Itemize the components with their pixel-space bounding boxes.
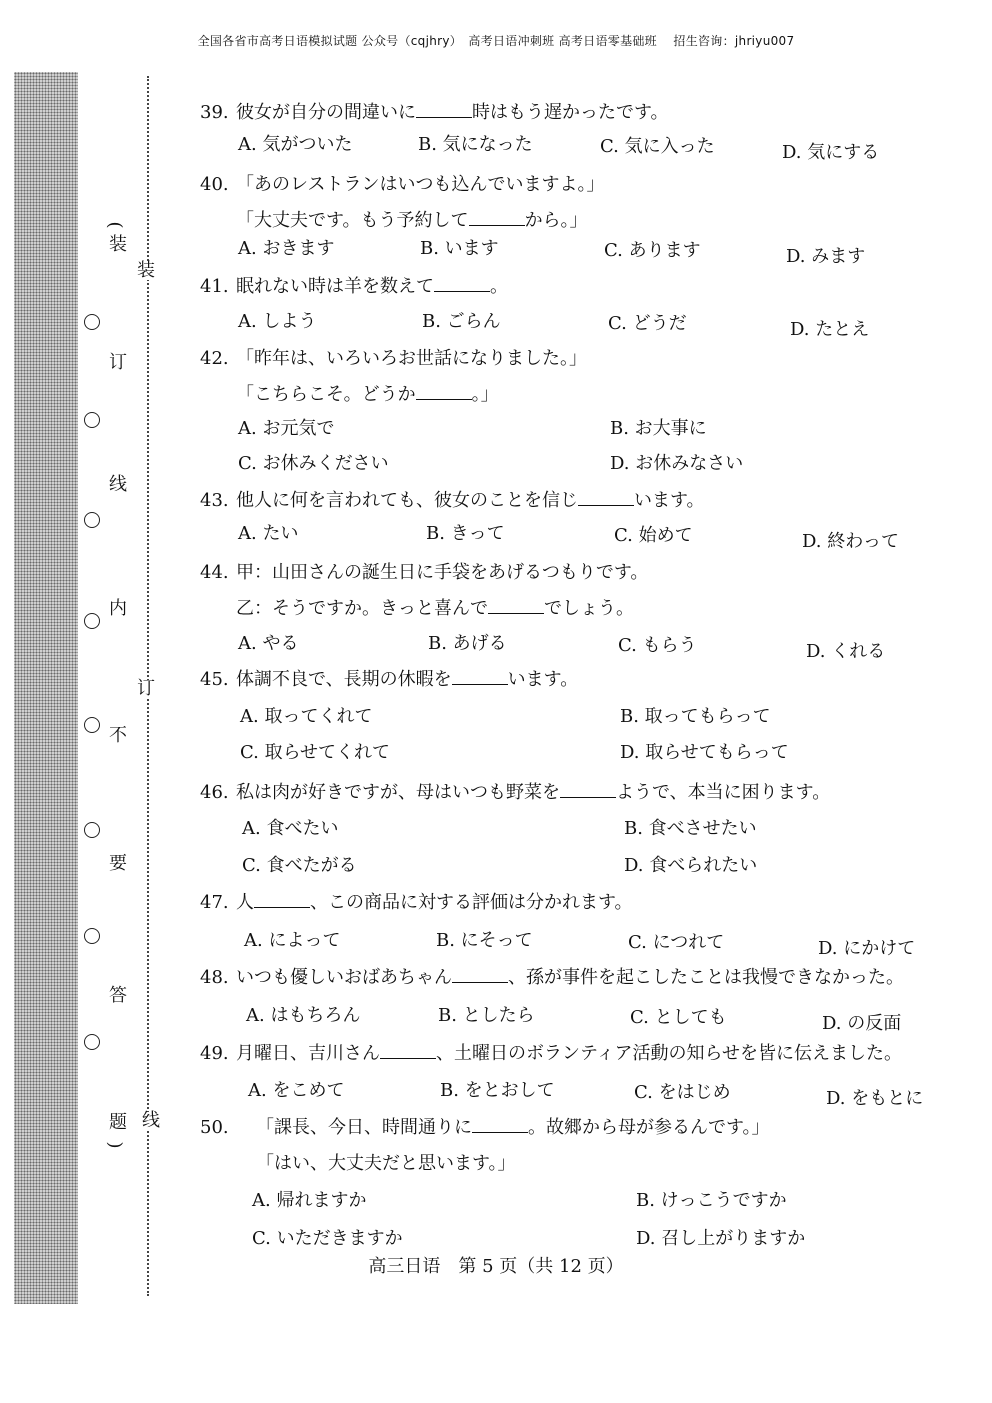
answer-blank[interactable] bbox=[560, 783, 616, 798]
question-text-part: 人 bbox=[236, 892, 254, 913]
question-text-part: でしょう。 bbox=[544, 598, 634, 619]
answer-option[interactable]: B. お大事に bbox=[610, 418, 707, 439]
answer-option[interactable]: C. どうだ bbox=[608, 313, 687, 334]
answer-option[interactable]: A. 気がついた bbox=[238, 134, 353, 155]
answer-blank[interactable] bbox=[472, 1118, 528, 1133]
answer-option[interactable]: D. をもとに bbox=[826, 1088, 924, 1109]
answer-option[interactable]: A. 食べたい bbox=[242, 818, 339, 839]
answer-blank[interactable] bbox=[416, 385, 472, 400]
answer-option[interactable]: B. をとおして bbox=[440, 1080, 555, 1101]
answer-option[interactable]: B. います bbox=[420, 238, 499, 259]
margin-char: 题 bbox=[109, 1112, 127, 1133]
question-text-part: 、土曜日のボランティア活動の知らせを皆に伝えました。 bbox=[436, 1043, 903, 1064]
margin-char: 内 bbox=[109, 598, 127, 619]
answer-blank[interactable] bbox=[380, 1044, 436, 1059]
question-number: 47. bbox=[200, 892, 229, 913]
question-text-part: 「こちらこそ。どうか bbox=[236, 384, 416, 405]
question-text bbox=[256, 1153, 516, 1175]
question-text bbox=[236, 276, 508, 298]
question-text-part: 眠れない時は羊を数えて bbox=[236, 276, 434, 297]
answer-blank[interactable] bbox=[254, 893, 310, 908]
question-text-part: 他人に何を言われても、彼女のことを信じ bbox=[236, 490, 578, 511]
answer-option[interactable]: C. あります bbox=[604, 240, 701, 261]
question-number: 42. bbox=[200, 348, 229, 369]
answer-option[interactable]: B. にそって bbox=[436, 930, 533, 951]
answer-option[interactable]: C. 食べたがる bbox=[242, 855, 357, 876]
question-text-part: 「昨年は、いろいろお世話になりました。」 bbox=[236, 348, 587, 369]
answer-option[interactable]: C. いただきますか bbox=[252, 1228, 403, 1249]
question-number: 39. bbox=[200, 102, 229, 123]
answer-blank[interactable] bbox=[578, 491, 634, 506]
answer-option[interactable]: B. としたら bbox=[438, 1005, 535, 1026]
question-text-part: 月曜日、吉川さん bbox=[236, 1043, 380, 1064]
margin-char: 装 bbox=[137, 260, 155, 281]
question-text-part: 「あのレストランはいつも込んでいますよ。」 bbox=[236, 174, 605, 195]
question-text bbox=[236, 562, 648, 584]
question-number: 49. bbox=[200, 1043, 229, 1064]
answer-option[interactable]: A. しよう bbox=[238, 311, 317, 332]
answer-option[interactable]: B. きって bbox=[426, 523, 505, 544]
answer-option[interactable]: B. 気になった bbox=[418, 134, 533, 155]
question-text bbox=[236, 1043, 902, 1065]
answer-option[interactable]: D. の反面 bbox=[822, 1013, 902, 1034]
question-text-part: 乙：そうですか。きっと喜んで bbox=[236, 598, 488, 619]
margin-char: 订 bbox=[137, 678, 155, 699]
answer-option[interactable]: A. 帰れますか bbox=[252, 1190, 367, 1211]
question-text bbox=[236, 102, 669, 124]
question-text bbox=[236, 782, 830, 804]
question-text-part: 甲：山田さんの誕生日に手袋をあげるつもりです。 bbox=[236, 562, 649, 583]
question-text-part: 。」 bbox=[471, 384, 499, 405]
answer-option[interactable]: B. 食べさせたい bbox=[624, 818, 757, 839]
answer-option[interactable]: A. お元気で bbox=[238, 418, 335, 439]
question-text bbox=[236, 490, 705, 512]
answer-blank[interactable] bbox=[488, 599, 544, 614]
answer-option[interactable]: D. みます bbox=[786, 246, 866, 267]
question-text-part: ようで、本当に困ります。 bbox=[616, 782, 831, 803]
question-number: 48. bbox=[200, 967, 229, 988]
question-text-part: 時はもう遅かったです。 bbox=[472, 102, 669, 123]
answer-option[interactable]: D. 食べられたい bbox=[624, 855, 758, 876]
answer-option[interactable]: A. はもちろん bbox=[246, 1005, 361, 1026]
question-text-part: 。故郷から母が参るんです。」 bbox=[528, 1117, 770, 1138]
question-text-part: 。 bbox=[490, 276, 508, 297]
question-text-part: 私は肉が好きですが、母はいつも野菜を bbox=[236, 782, 560, 803]
answer-option[interactable]: A. 取ってくれて bbox=[240, 706, 373, 727]
answer-option[interactable]: C. をはじめ bbox=[634, 1082, 731, 1103]
question-text bbox=[256, 1117, 770, 1139]
question-text-part: 、孫が事件を起こしたことは我慢できなかった。 bbox=[508, 967, 904, 988]
question-text-part: います。 bbox=[507, 669, 579, 690]
answer-blank[interactable] bbox=[452, 968, 508, 983]
question-number: 41. bbox=[200, 276, 229, 297]
answer-option[interactable]: A. をこめて bbox=[248, 1080, 345, 1101]
answer-option[interactable]: A. やる bbox=[238, 633, 299, 654]
margin-char: 不 bbox=[109, 725, 127, 746]
question-text-part: 、この商品に対する評価は分かれます。 bbox=[310, 892, 633, 913]
answer-option[interactable]: D. お休みなさい bbox=[610, 453, 744, 474]
answer-option[interactable]: C. お休みください bbox=[238, 453, 389, 474]
question-text bbox=[236, 174, 604, 196]
question-text-part: 「大丈夫です。もう予約して bbox=[236, 210, 469, 231]
answer-option[interactable]: B. 取ってもらって bbox=[620, 706, 771, 727]
page-footer: 高三日语 第 5 页（共 12 页） bbox=[368, 1256, 624, 1277]
margin-char: 要 bbox=[109, 853, 127, 874]
question-text-part: いつも優しいおばあちゃん bbox=[236, 967, 452, 988]
margin-char: 装 bbox=[109, 234, 127, 255]
question-text bbox=[236, 967, 904, 989]
answer-option[interactable]: C. 取らせてくれて bbox=[240, 742, 391, 763]
margin-char: 答 bbox=[109, 985, 127, 1006]
margin-char: 线 bbox=[109, 474, 127, 495]
answer-blank[interactable] bbox=[452, 670, 508, 685]
question-text-part: 「はい、大丈夫だと思います。」 bbox=[256, 1153, 516, 1174]
answer-option[interactable]: A. によって bbox=[244, 930, 341, 951]
answer-option[interactable]: C. としても bbox=[630, 1007, 727, 1028]
answer-option[interactable]: C. 気に入った bbox=[600, 136, 715, 157]
answer-blank[interactable] bbox=[469, 211, 525, 226]
margin-char: ) bbox=[104, 1141, 126, 1149]
question-number: 45. bbox=[200, 669, 229, 690]
answer-option[interactable]: D. 取らせてもらって bbox=[620, 742, 789, 763]
answer-option[interactable]: D. たとえ bbox=[790, 319, 870, 340]
question-number: 43. bbox=[200, 490, 229, 511]
answer-option[interactable]: A. たい bbox=[238, 523, 299, 544]
question-text-part: います。 bbox=[634, 490, 705, 511]
answer-option[interactable]: C. もらう bbox=[618, 635, 697, 656]
answer-option[interactable]: C. 始めて bbox=[614, 525, 693, 546]
answer-option[interactable]: D. 終わって bbox=[802, 531, 900, 552]
answer-blank[interactable] bbox=[434, 277, 490, 292]
question-text bbox=[236, 598, 634, 620]
question-text-part: 体調不良で、長期の休暇を bbox=[236, 669, 452, 690]
answer-option[interactable]: B. あげる bbox=[428, 633, 507, 654]
answer-option[interactable]: A. おきます bbox=[238, 238, 335, 259]
answer-option[interactable]: D. 気にする bbox=[782, 142, 880, 163]
question-number: 40. bbox=[200, 174, 229, 195]
answer-option[interactable]: D. くれる bbox=[806, 641, 886, 662]
question-text bbox=[236, 669, 578, 691]
answer-option[interactable]: D. 召し上がりますか bbox=[636, 1228, 806, 1249]
margin-char: 订 bbox=[109, 352, 127, 373]
question-text bbox=[236, 210, 588, 232]
question-text bbox=[236, 384, 499, 406]
question-number: 50. bbox=[200, 1117, 229, 1138]
answer-option[interactable]: B. けっこうですか bbox=[636, 1190, 787, 1211]
question-number: 44. bbox=[200, 562, 229, 583]
question-text bbox=[236, 348, 587, 370]
question-text-part: 彼女が自分の間違いに bbox=[236, 102, 416, 123]
question-text-part: から。」 bbox=[524, 210, 588, 231]
answer-blank[interactable] bbox=[416, 103, 472, 118]
question-text bbox=[236, 892, 633, 914]
margin-char: 线 bbox=[142, 1110, 160, 1131]
page-header: 全国各省市高考日语模拟试题 公众号（cqjhry） 高考日语冲刺班 高考日语零基础班 招生咨询：jhriyu007 bbox=[197, 34, 795, 48]
answer-option[interactable]: B. ごらん bbox=[422, 311, 501, 332]
question-number: 46. bbox=[200, 782, 229, 803]
answer-option[interactable]: C. につれて bbox=[628, 932, 725, 953]
margin-char: ( bbox=[104, 221, 126, 229]
answer-option[interactable]: D. にかけて bbox=[818, 938, 916, 959]
question-text-part: 「課長、今日、時間通りに bbox=[256, 1117, 472, 1138]
